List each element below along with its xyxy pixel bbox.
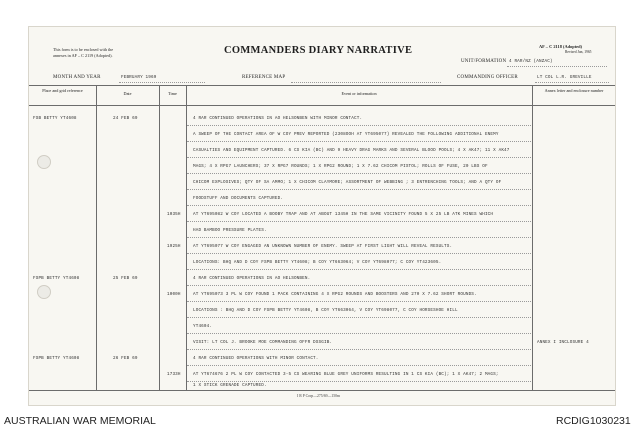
col-header-annex: Annex letter and enclosure number	[544, 88, 604, 93]
row-event: LOCATIONS: BHQ AND D COY FSPB BETTY YT4608; B COY YT663064; V COY YT698077; C COY YT423605.	[193, 260, 442, 265]
row-event: 4 RAR CONTINUED OPERATIONS WITH MINOR CONTACT.	[193, 356, 319, 361]
archive-name: AUSTRALIAN WAR MEMORIAL	[4, 415, 156, 427]
col-header-time: Time	[168, 91, 177, 96]
row-date: 25 FEB 69	[113, 276, 138, 281]
form-note-line1: This form is to be enclosed with the	[53, 47, 114, 52]
row-event: LOCATIONS : BHQ AND D COY FSPB BETTY YT4608, B COY YT663064, V COY YT698077, C COY HORSESHOE HILL	[193, 308, 458, 313]
row-event: 1 X STICK GRENADE CAPTURED.	[193, 383, 267, 388]
row-time: 1000H	[167, 292, 181, 297]
reference-map-label: REFERENCE MAP	[242, 75, 286, 80]
row-event: VISIT: LT COL J. BROOKE MOE COMMANDING OFFR DSSGIB.	[193, 340, 333, 345]
row-place: FSPB BETTY YT4608	[33, 356, 80, 361]
row-date: 24 FEB 69	[113, 116, 138, 121]
archive-footer	[0, 411, 640, 431]
commanding-officer-value: LT COL L.R. GREVILLE	[537, 75, 592, 80]
diary-page	[28, 26, 616, 406]
row-date: 26 FEB 69	[113, 356, 138, 361]
archive-id: RCDIG1030231	[556, 415, 631, 427]
commanding-officer-label: COMMANDING OFFICER	[457, 75, 518, 80]
row-event: 4 RAR CONTINUED OPERATIONS IN AO HELSONBEN WITH MINOR CONTACT.	[193, 116, 363, 121]
row-event: AT YT674676 2 PL W COY CONTACTED 3-5 CS WEARING BLUE GREY UNIFORMS RESULTING IN 1 CS KIA (BC); 1 X AK47; 2 MAGS;	[193, 372, 499, 377]
row-event: CASUALTIES AND EQUIPMENT CAPTURED. 6 CS KIA (BC) AND 9 HEAVY DRAG MARKS AND SEVERAL BLOOD POOLS; 4 X AK47; 11 X AK47	[193, 148, 510, 153]
month-label: MONTH AND YEAR	[53, 75, 101, 80]
row-place: FSB BETTY YT4608	[33, 116, 77, 121]
row-time: 1925H	[167, 244, 181, 249]
row-event: 4 RAR CONTINUED OPERATIONS IN AO HELSONBEN.	[193, 276, 311, 281]
col-header-date: Date	[123, 91, 132, 96]
row-place: FSPB BETTY YT4608	[33, 276, 80, 281]
revised-date: Revised Jun, 1965	[565, 50, 592, 54]
row-event: HAD BAMBOO PRESSURE PLATES.	[193, 228, 267, 233]
row-event: AT YT695073 3 PL W COY FOUND 1 PACK CONTAINING 4 X RPG2 ROUNDS AND BOOSTERS AND 270 X 7.62 SHORT ROUNDS.	[193, 292, 477, 297]
row-event: MAGS; 4 X RPG7 LAUNCHERS; 37 X RPG7 ROUNDS; 1 X RPG2 ROUND; 1 X 7.62 CHICOM PISTOL; ROLLS OF FUSE, 20 LBS OF	[193, 164, 488, 169]
row-event: AT YT695082 W COY LOCATED A BOOBY TRAP AND AT ABOUT 1345H IN THE SAME VICINITY FOUND 5 X 25 LB ATK MINES WHICH	[193, 212, 494, 217]
row-annex: ANNEX I INCLOSURE 4	[537, 340, 589, 345]
row-event: YT4604.	[193, 324, 213, 329]
col-header-event: Event or information	[341, 91, 377, 96]
row-event: A SWEEP OF THE CONTACT AREA OF W COY PREV REPORTED (2308OOH AT YT695077) REVEALED THE FOLLOWING ADDITIONAL ENEMY	[193, 132, 499, 137]
month-value: FEBRUARY 1969	[121, 75, 157, 80]
unit-label: UNIT/FORMATION	[461, 59, 507, 64]
row-event: AT YT695077 W COY ENGAGED AN UNKNOWN NUMBER OF ENEMY. SWEEP AT FIRST LIGHT WILL REVEAL RESULTS.	[193, 244, 453, 249]
row-time: 1733H	[167, 372, 181, 377]
punch-hole	[37, 155, 51, 169]
form-number: AF – C 2118 (Adopted)	[539, 44, 583, 49]
row-time: 1035H	[167, 212, 181, 217]
row-event: FOODSTUFF AND DOCUMENTS CAPTURED.	[193, 196, 284, 201]
row-event: CHICOM EXPLOSIVES; QTY OF SA AMMO; 1 X CHICOM CLAYMORE; ASSORTMENT OF WEBBING ; 3 ENTRENCHING TOOLS; AND A QTY OF	[193, 180, 502, 185]
form-note-line2: annexes in AF – C 2119 (Adopted).	[53, 53, 113, 58]
punch-hole	[37, 285, 51, 299]
printer-imprint: I R P Corp—275/69—150m	[297, 394, 340, 398]
page-title: COMMANDERS DIARY NARRATIVE	[224, 45, 413, 56]
unit-value: 4 RAR/NZ (ANZAC)	[509, 59, 553, 64]
col-header-place: Place and grid reference	[42, 88, 83, 93]
